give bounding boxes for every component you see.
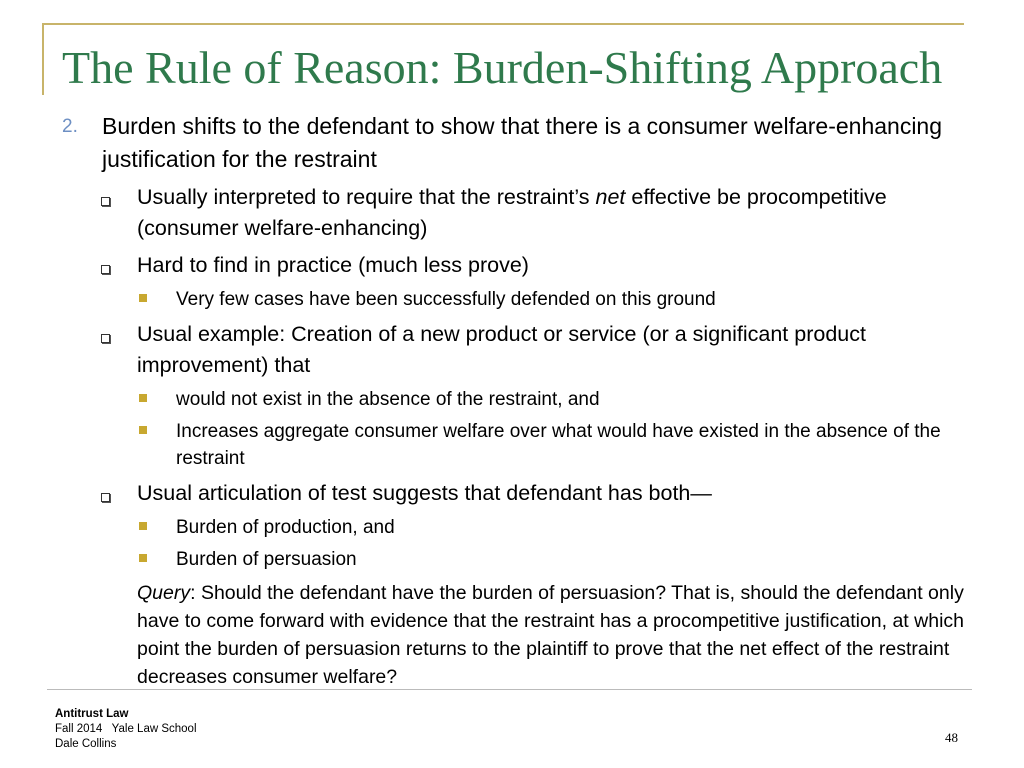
slide-body bbox=[0, 110, 1024, 691]
bullet-text: Usually interpreted to require that the restraint’s net effective be procompetitive (consumer welfare-enhancing) bbox=[137, 185, 887, 240]
filled-square-bullet-icon bbox=[139, 426, 147, 434]
hollow-square-bullet-icon bbox=[101, 197, 110, 206]
slide-footer bbox=[55, 707, 197, 752]
point-number: 2. bbox=[62, 116, 78, 137]
hollow-square-bullet-icon bbox=[101, 493, 110, 502]
bullet-item bbox=[0, 319, 1024, 381]
bullet-item bbox=[0, 182, 1024, 244]
footer-author: Dale Collins bbox=[55, 738, 117, 750]
numbered-point bbox=[0, 110, 1024, 176]
sub-bullet-item bbox=[0, 546, 1024, 573]
footer-course: Antitrust Law bbox=[55, 708, 129, 720]
bullet-text: Usual articulation of test suggests that defendant has both— bbox=[137, 481, 712, 505]
bullet-item bbox=[0, 250, 1024, 281]
hollow-square-bullet-icon bbox=[101, 334, 110, 343]
title-frame-left-rule bbox=[42, 23, 44, 95]
sub-bullet-text: would not exist in the absence of the restraint, and bbox=[176, 389, 600, 410]
bullet-text: Hard to find in practice (much less prove) bbox=[137, 253, 529, 277]
sub-bullet-item bbox=[0, 286, 1024, 313]
footer-divider bbox=[47, 689, 972, 690]
bullet-text: Usual example: Creation of a new product or service (or a significant product improvement) that bbox=[137, 322, 866, 377]
title-frame-top-rule bbox=[42, 23, 964, 25]
query-text: : Should the defendant have the burden of persuasion? That is, should the defendant only have to come forward with evidence that the restraint has a procompetitive justification, at which point the burden of persuasion returns to the plaintiff to prove that the net effect of the restraint decreases consumer welfare? bbox=[137, 582, 964, 688]
filled-square-bullet-icon bbox=[139, 394, 147, 402]
sub-bullet-text: Very few cases have been successfully defended on this ground bbox=[176, 289, 716, 310]
sub-bullet-item bbox=[0, 386, 1024, 413]
query-label: Query bbox=[137, 582, 191, 604]
footer-term: Fall 2014 Yale Law School bbox=[55, 723, 197, 735]
filled-square-bullet-icon bbox=[139, 554, 147, 562]
point-text: Burden shifts to the defendant to show that there is a consumer welfare-enhancing justification for the restraint bbox=[102, 113, 943, 172]
sub-bullet-text: Increases aggregate consumer welfare over what would have existed in the absence of the restraint bbox=[176, 421, 941, 469]
sub-bullet-item bbox=[0, 418, 1024, 472]
page-number: 48 bbox=[945, 730, 958, 745]
bullet-item bbox=[0, 478, 1024, 509]
filled-square-bullet-icon bbox=[139, 294, 147, 302]
slide-title: The Rule of Reason: Burden-Shifting Approach bbox=[62, 42, 943, 93]
filled-square-bullet-icon bbox=[139, 522, 147, 530]
query-paragraph bbox=[137, 579, 967, 691]
sub-bullet-text: Burden of production, and bbox=[176, 517, 395, 538]
emphasis-net: net bbox=[595, 185, 626, 209]
sub-bullet-text: Burden of persuasion bbox=[176, 549, 357, 570]
sub-bullet-item bbox=[0, 514, 1024, 541]
hollow-square-bullet-icon bbox=[101, 265, 110, 274]
